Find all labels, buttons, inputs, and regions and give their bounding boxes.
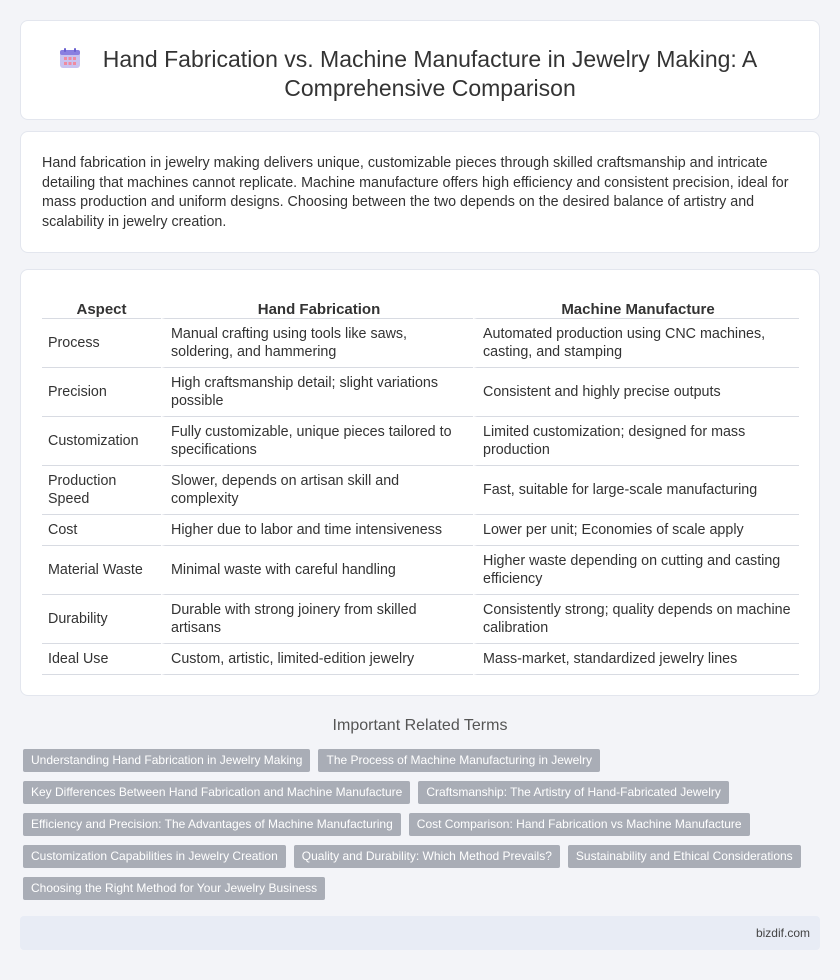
- page-title: Hand Fabrication vs. Machine Manufacture in Jewelry Making: A Comprehensive Comparison: [102, 46, 758, 101]
- hand-cell: High craftsmanship detail; slight variations possible: [161, 368, 473, 417]
- header-aspect: Aspect: [42, 297, 161, 319]
- related-term-tag[interactable]: Sustainability and Ethical Considerations: [568, 845, 801, 868]
- machine-cell: Mass-market, standardized jewelry lines: [473, 644, 799, 675]
- aspect-cell: Cost: [42, 515, 161, 546]
- table-row: [42, 546, 799, 595]
- hand-cell: Custom, artistic, limited-edition jewelry: [161, 644, 473, 675]
- machine-cell: Limited customization; designed for mass production: [473, 417, 799, 466]
- machine-cell: Consistent and highly precise outputs: [473, 368, 799, 417]
- aspect-cell: Ideal Use: [42, 644, 161, 675]
- related-term-tag[interactable]: The Process of Machine Manufacturing in Jewelry: [318, 749, 599, 772]
- related-term-tag[interactable]: Understanding Hand Fabrication in Jewelry Making: [23, 749, 310, 772]
- table-row: [42, 515, 799, 546]
- aspect-cell: Durability: [42, 595, 161, 644]
- related-terms-heading: Important Related Terms: [332, 717, 508, 734]
- table-row: [42, 466, 799, 515]
- hand-cell: Fully customizable, unique pieces tailored to specifications: [161, 417, 473, 466]
- machine-cell: Lower per unit; Economies of scale apply: [473, 515, 799, 546]
- related-term-tag[interactable]: Customization Capabilities in Jewelry Creation: [23, 845, 286, 868]
- aspect-cell: Process: [42, 319, 161, 368]
- table-row: [42, 417, 799, 466]
- title-card: [20, 20, 820, 120]
- table-row: [42, 319, 799, 368]
- table-row: [42, 595, 799, 644]
- hand-cell: Higher due to labor and time intensiveness: [161, 515, 473, 546]
- intro-text: Hand fabrication in jewelry making delivers unique, customizable pieces through skilled craftsmanship and intricate detailing that machines cannot replicate. Machine manufacture offers high efficiency and consistent precision, ideal for mass production and uniform designs. Choosing between the two depends on the desired balance of artistry and scalability in jewelry creation.: [42, 155, 789, 230]
- footer-brand[interactable]: bizdif.com: [755, 926, 810, 940]
- related-term-tag[interactable]: Key Differences Between Hand Fabrication and Machine Manufacture: [23, 781, 410, 804]
- machine-cell: Fast, suitable for large-scale manufacturing: [473, 466, 799, 515]
- related-term-tag[interactable]: Quality and Durability: Which Method Prevails?: [294, 845, 560, 868]
- related-term-tag[interactable]: Cost Comparison: Hand Fabrication vs Machine Manufacture: [409, 813, 750, 836]
- header-machine-manufacture: Machine Manufacture: [473, 297, 799, 319]
- related-terms-list: [23, 749, 803, 900]
- table-row: [42, 644, 799, 675]
- related-term-tag[interactable]: Choosing the Right Method for Your Jewelry Business: [23, 877, 325, 900]
- table-header-row: [42, 297, 799, 319]
- machine-cell: Consistently strong; quality depends on machine calibration: [473, 595, 799, 644]
- machine-cell: Automated production using CNC machines, casting, and stamping: [473, 319, 799, 368]
- hand-cell: Durable with strong joinery from skilled artisans: [161, 595, 473, 644]
- hand-cell: Slower, depends on artisan skill and complexity: [161, 466, 473, 515]
- related-term-tag[interactable]: Craftsmanship: The Artistry of Hand-Fabricated Jewelry: [418, 781, 729, 804]
- table-row: [42, 368, 799, 417]
- comparison-table: [42, 297, 799, 675]
- intro-card: [20, 131, 820, 253]
- header-hand-fabrication: Hand Fabrication: [161, 297, 473, 319]
- footer: [20, 916, 820, 950]
- aspect-cell: Customization: [42, 417, 161, 466]
- comparison-card: [20, 269, 820, 696]
- hand-cell: Manual crafting using tools like saws, soldering, and hammering: [161, 319, 473, 368]
- aspect-cell: Precision: [42, 368, 161, 417]
- related-term-tag[interactable]: Efficiency and Precision: The Advantages of Machine Manufacturing: [23, 813, 401, 836]
- machine-cell: Higher waste depending on cutting and casting efficiency: [473, 546, 799, 595]
- hand-cell: Minimal waste with careful handling: [161, 546, 473, 595]
- aspect-cell: Production Speed: [42, 466, 161, 515]
- aspect-cell: Material Waste: [42, 546, 161, 595]
